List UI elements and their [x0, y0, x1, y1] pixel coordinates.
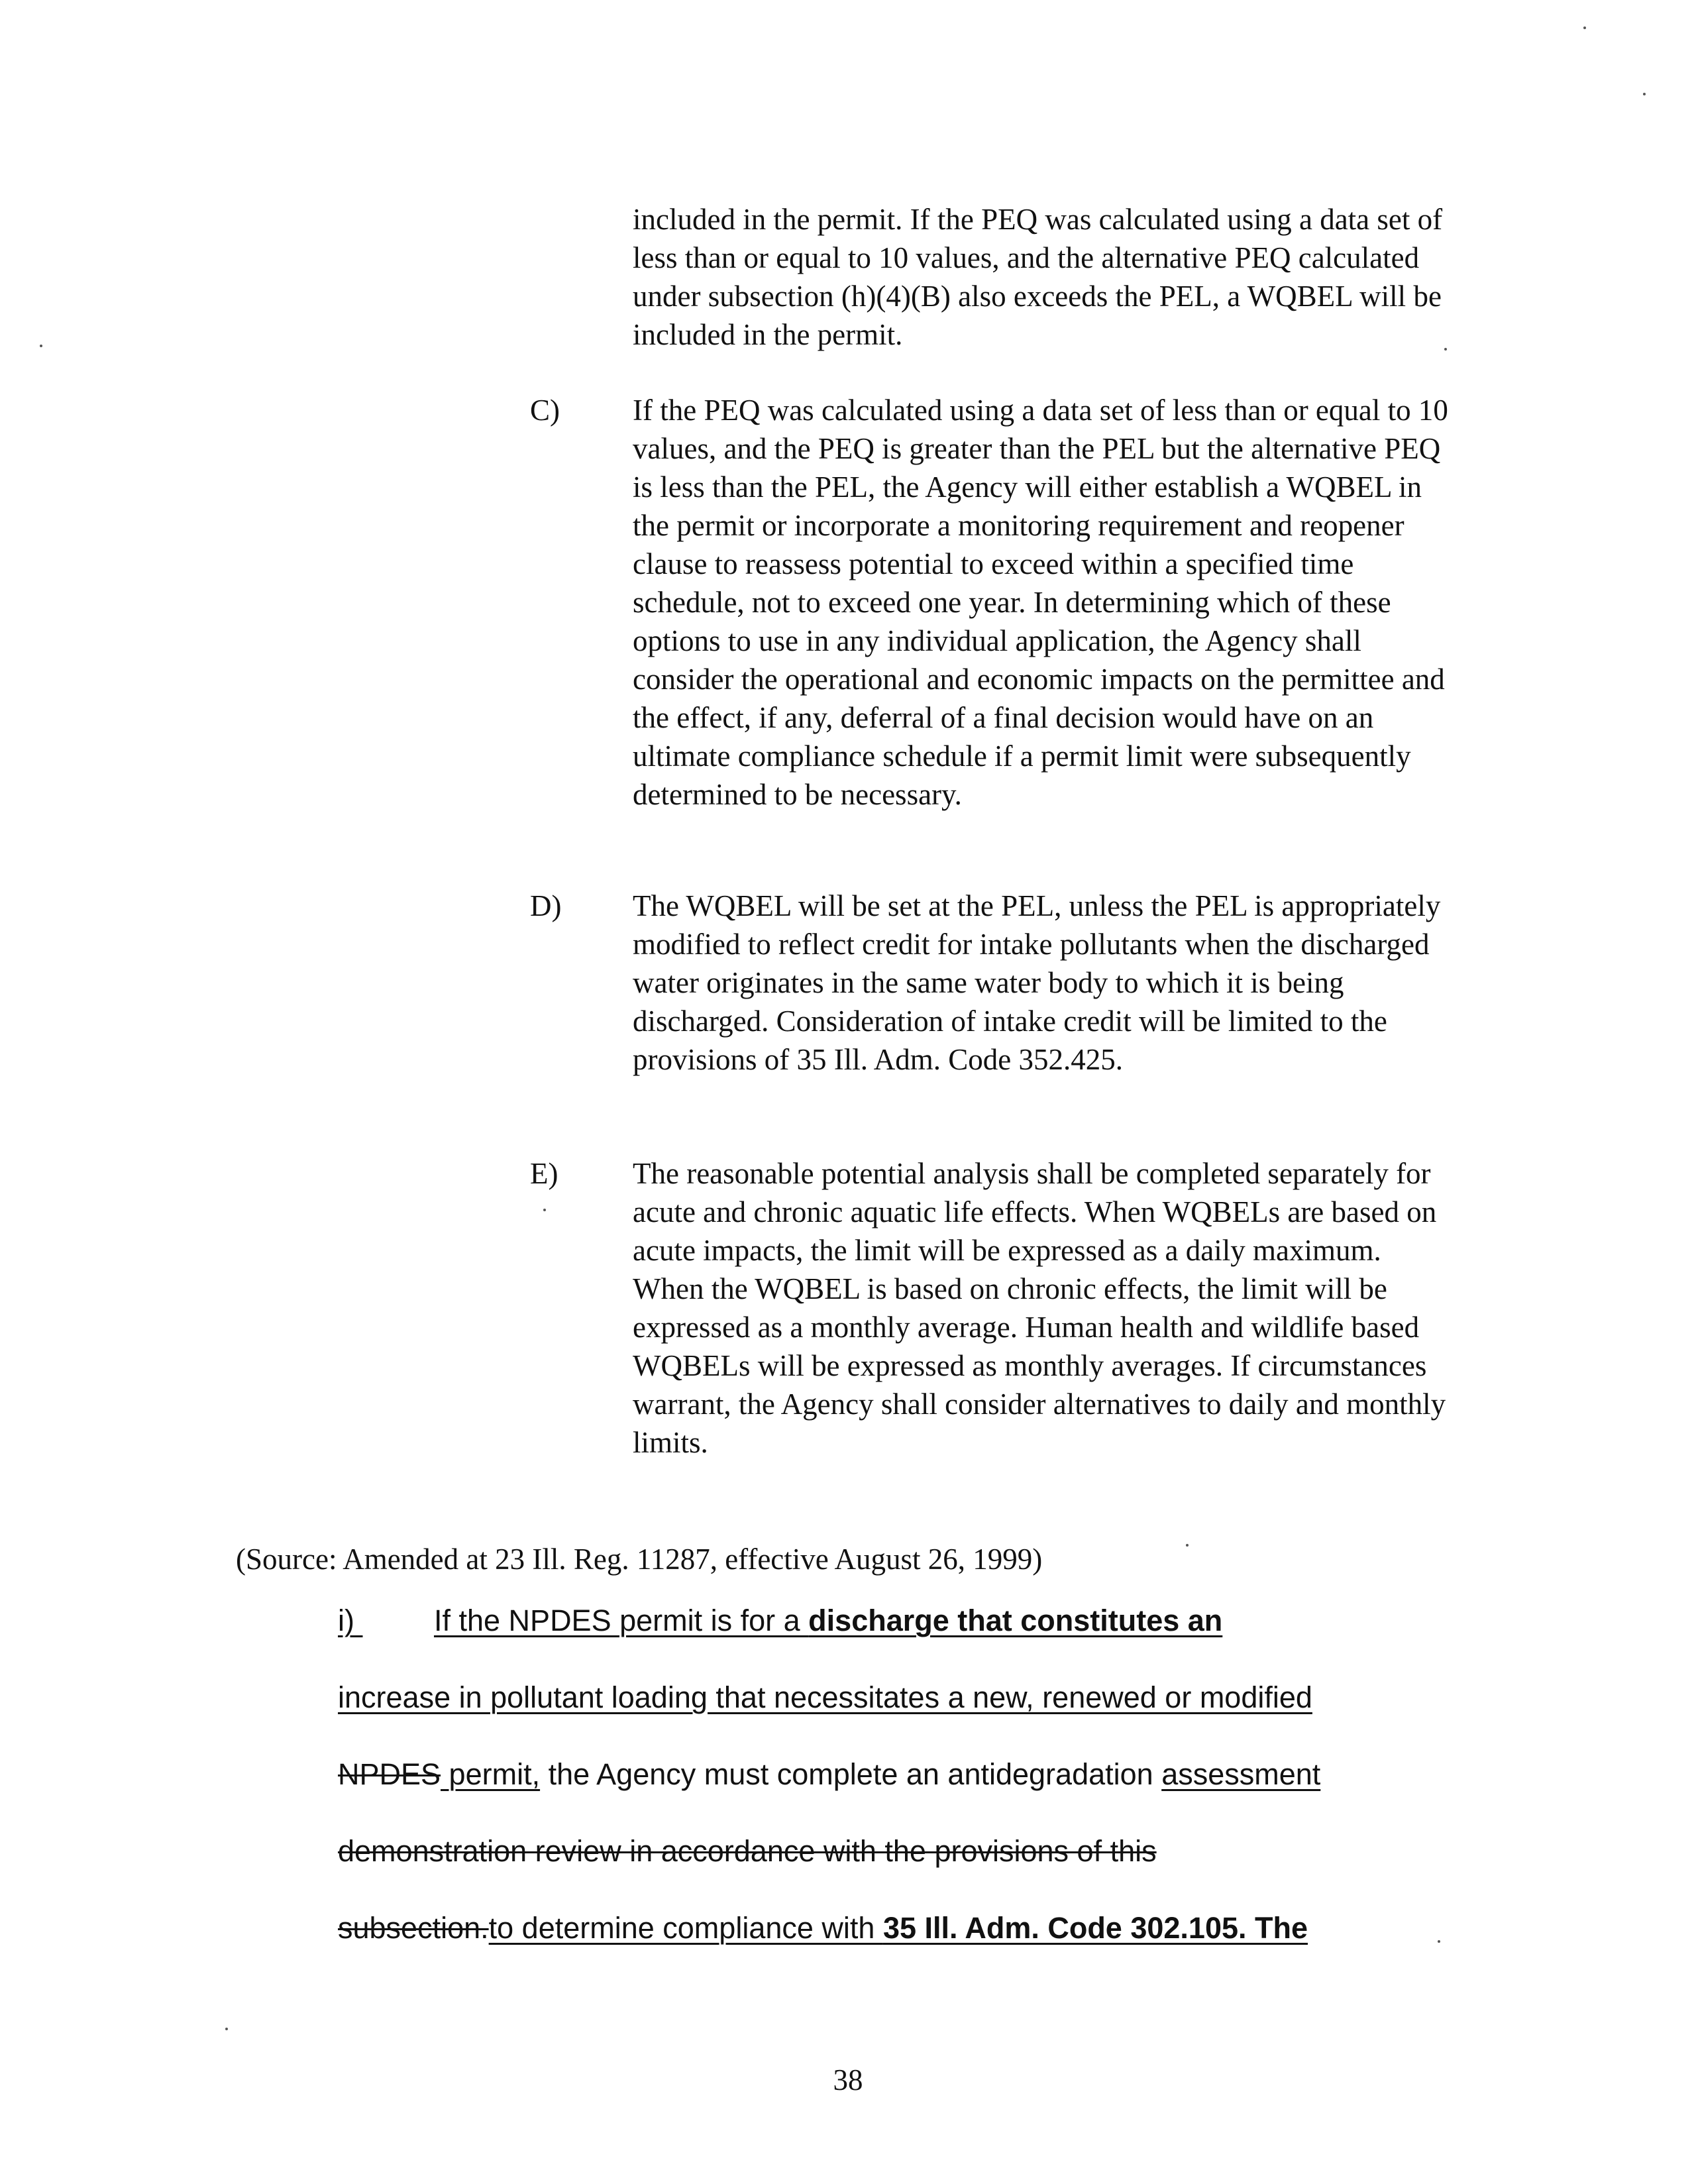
- amendment-text: increase in pollutant loading that necessitates a new, renewed or modified: [338, 1680, 1312, 1714]
- item-label: D): [530, 889, 562, 922]
- amendment-line-2: [338, 1680, 1497, 1715]
- subsection-label: i): [338, 1604, 354, 1637]
- item-text: If the PEQ was calculated using a data set of less than or equal to 10 values, and the PEQ is greater than the PEL but the alternative PEQ is less than the PEL, the Agency will either establish a WQBEL in the permit or incorporate a monitoring requirement and reopener clause to reassess potential to exceed within a specified time schedule, not to exceed one year. In determining which of these options to use in any individual application, the Agency shall consider the operational and economic impacts on the permittee and the effect, if any, deferral of a final decision would have on an ultimate compliance schedule if a permit limit were subsequently determined to be necessary.: [633, 394, 1448, 811]
- scan-speck: [1583, 27, 1586, 29]
- page-number: 38: [833, 2063, 863, 2097]
- amendment-text-bold: discharge that constitutes an: [808, 1604, 1223, 1637]
- amendment-line-4: [338, 1834, 1497, 1869]
- scan-speck: [40, 345, 42, 347]
- struck-text: NPDES: [338, 1757, 441, 1791]
- item-text: The WQBEL will be set at the PEL, unless the PEL is appropriately modified to reflect credit for intake pollutants when the discharged water originates in the same water body to which it is being discharged. Consideration of intake credit will be limited to the provisions of 35 Ill. Adm. Code 352.425.: [633, 889, 1441, 1076]
- struck-text: demonstration review in accordance with the provisions of this: [338, 1834, 1157, 1868]
- paragraph-continuation: included in the permit. If the PEQ was calculated using a data set of less than or equal to 10 values, and the alternative PEQ calculated under subsection (h)(4)(B) also exceeds the PEL, a WQBEL will be included in the permit.: [633, 203, 1443, 351]
- struck-text: subsection.: [338, 1911, 489, 1945]
- scan-speck: [1186, 1544, 1189, 1547]
- amendment-line-1: [338, 1604, 1497, 1638]
- inserted-text: assessment: [1161, 1757, 1321, 1791]
- source-note: (Source: Amended at 23 Ill. Reg. 11287, effective August 26, 1999): [236, 1543, 1043, 1576]
- amendment-line-3: [338, 1757, 1497, 1792]
- label-gap: [354, 1604, 434, 1638]
- amendment-text: the Agency must complete an antidegradation: [540, 1757, 1162, 1791]
- scan-speck: [225, 2028, 228, 2030]
- scan-speck: [1643, 93, 1646, 95]
- inserted-text: permit,: [441, 1757, 541, 1791]
- item-label: E): [530, 1157, 558, 1190]
- item-text: The reasonable potential analysis shall be completed separately for acute and chronic aquatic life effects. When WQBELs are based on acute impacts, the limit will be expressed as a daily maximum. When the WQBEL is based on chronic effects, the limit will be expressed as a monthly average. Human health and wildlife based WQBELs will be expressed as monthly averages. If circumstances warrant, the Agency shall consider alternatives to daily and monthly limits.: [633, 1157, 1446, 1459]
- amendment-text: If the NPDES permit is for a: [433, 1604, 809, 1637]
- inserted-text: to determine compliance with: [488, 1911, 883, 1945]
- scan-speck: [543, 1209, 546, 1211]
- inserted-text-bold: 35 Ill. Adm. Code 302.105. The: [882, 1911, 1308, 1945]
- amendment-line-5: [338, 1911, 1497, 1945]
- item-label: C): [530, 394, 560, 427]
- scan-speck: [1444, 348, 1447, 351]
- scan-speck: [1438, 1940, 1440, 1943]
